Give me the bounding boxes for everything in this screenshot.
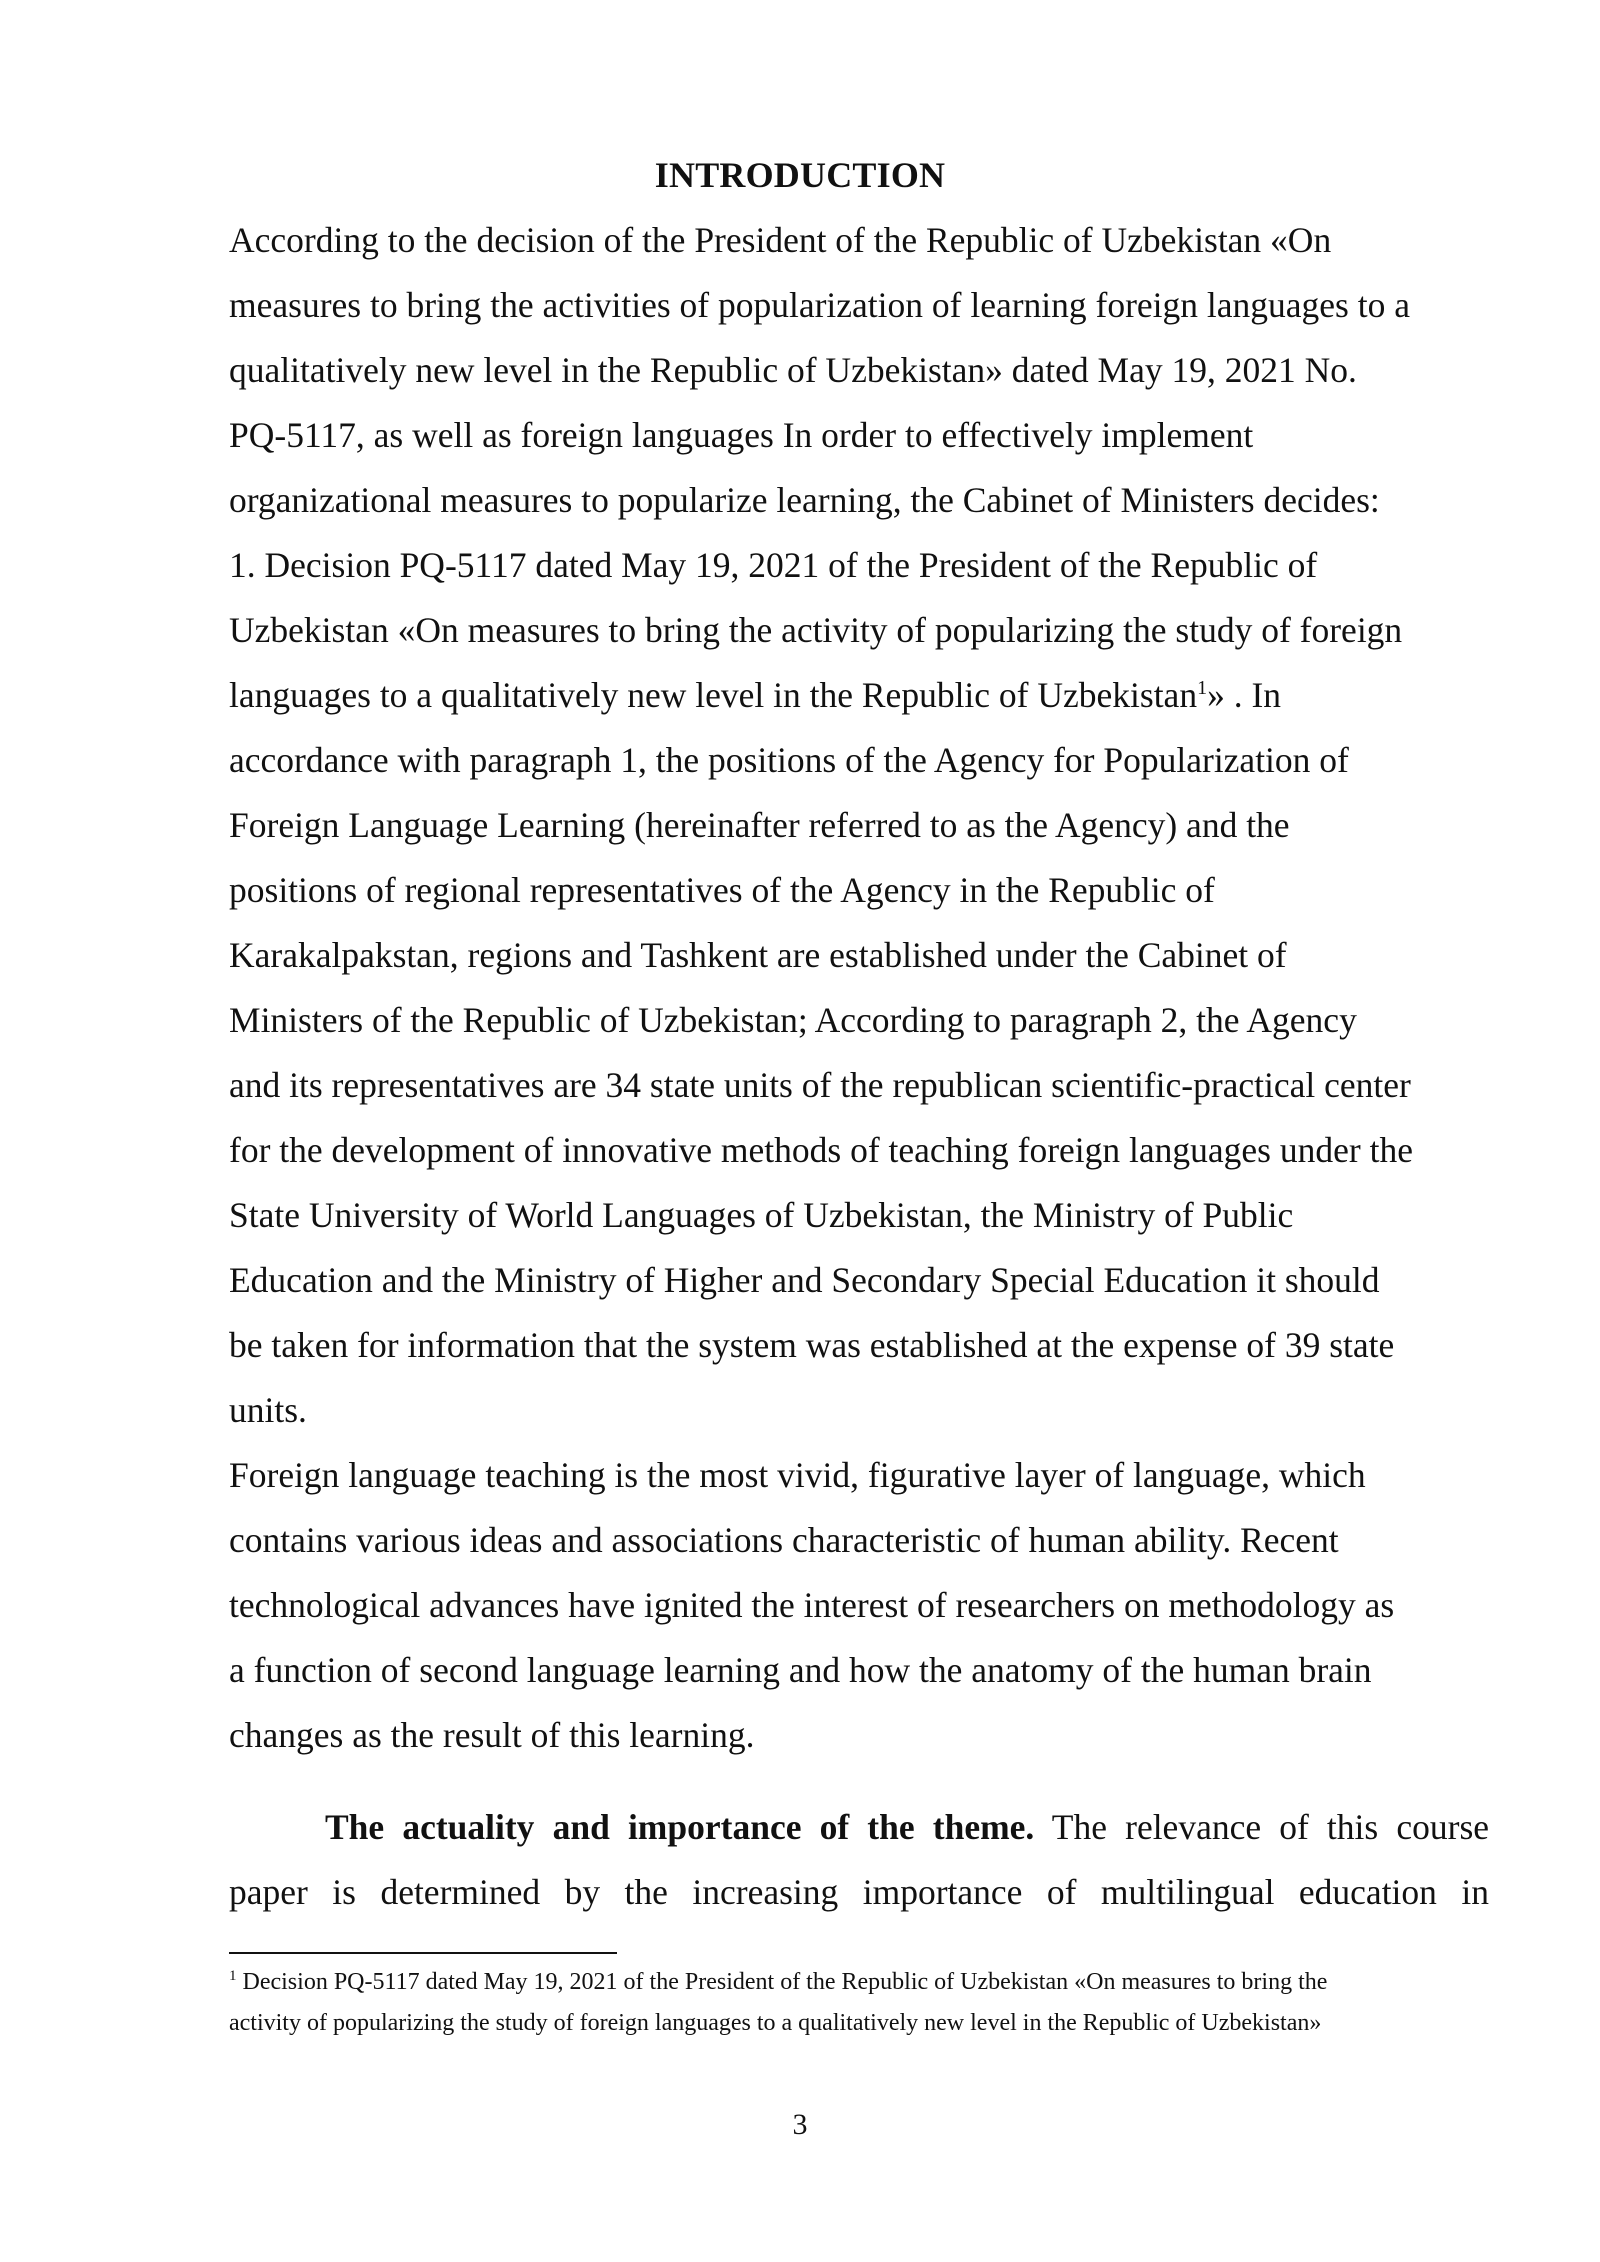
body-line: and its representatives are 34 state units of the republican scientific-practical center [229, 1065, 1411, 1105]
body-line: State University of World Languages of Uzbekistan, the Ministry of Public [229, 1195, 1294, 1235]
body-line: positions of regional representatives of the Agency in the Republic of [229, 870, 1215, 910]
body-text [229, 208, 1489, 1768]
actuality-paragraph [229, 1795, 1489, 1925]
body-line-text: » . In [1207, 675, 1282, 715]
body-line: technological advances have ignited the interest of researchers on methodology as [229, 1585, 1395, 1625]
body-line: According to the decision of the President of the Republic of Uzbekistan «On [229, 220, 1332, 260]
footnote-text: Decision PQ-5117 dated May 19, 2021 of the President of the Republic of Uzbekistan «On measures to bring the [236, 1969, 1328, 1995]
page-heading: INTRODUCTION [654, 155, 946, 195]
actuality-text: The relevance of this course [1034, 1807, 1490, 1847]
footnote-line-2: activity of popularizing the study of foreign languages to a qualitatively new level in the Republic of Uzbekistan» [229, 2010, 1322, 2036]
body-line: Foreign language teaching is the most vivid, figurative layer of language, which [229, 1455, 1366, 1495]
body-line: Ministers of the Republic of Uzbekistan; According to paragraph 2, the Agency [229, 1000, 1357, 1040]
body-line: Foreign Language Learning (hereinafter referred to as the Agency) and the [229, 805, 1290, 845]
body-line: Uzbekistan «On measures to bring the activity of popularizing the study of foreign [229, 610, 1403, 650]
body-line: organizational measures to popularize learning, the Cabinet of Ministers decides: [229, 480, 1380, 520]
body-line: contains various ideas and associations characteristic of human ability. Recent [229, 1520, 1339, 1560]
section-lead: The actuality and importance of the theme. [325, 1807, 1035, 1847]
body-line-text: languages to a qualitatively new level in the Republic of Uzbekistan [229, 675, 1198, 715]
body-line: changes as the result of this learning. [229, 1715, 755, 1755]
body-line: Karakalpakstan, regions and Tashkent are established under the Cabinet of [229, 935, 1287, 975]
body-line: for the development of innovative methods of teaching foreign languages under the [229, 1130, 1413, 1170]
body-line: measures to bring the activities of popularization of learning foreign languages to a [229, 285, 1410, 325]
footnote-divider [229, 1952, 617, 1954]
body-line: be taken for information that the system was established at the expense of 39 state [229, 1325, 1395, 1365]
body-line: qualitatively new level in the Republic of Uzbekistan» dated May 19, 2021 No. [229, 350, 1357, 390]
body-line: PQ-5117, as well as foreign languages In order to effectively implement [229, 415, 1254, 455]
footnote [229, 1962, 1489, 2044]
actuality-line-1 [229, 1795, 1489, 1860]
footnote-marker: 1 [229, 1968, 237, 1984]
body-line: 1. Decision PQ-5117 dated May 19, 2021 of the President of the Republic of [229, 545, 1318, 585]
actuality-line-2: paper is determined by the increasing importance of multilingual education in [229, 1872, 1489, 1912]
page-number: 3 [792, 2108, 808, 2141]
body-line: accordance with paragraph 1, the positions of the Agency for Popularization of [229, 740, 1349, 780]
footnote-reference[interactable]: 1 [1197, 677, 1208, 700]
body-line: a function of second language learning and how the anatomy of the human brain [229, 1650, 1372, 1690]
footnote-line-1 [229, 1962, 1489, 2003]
body-line-with-footnote [229, 663, 1489, 728]
body-line: Education and the Ministry of Higher and Secondary Special Education it should [229, 1260, 1380, 1300]
body-line: units. [229, 1390, 307, 1430]
